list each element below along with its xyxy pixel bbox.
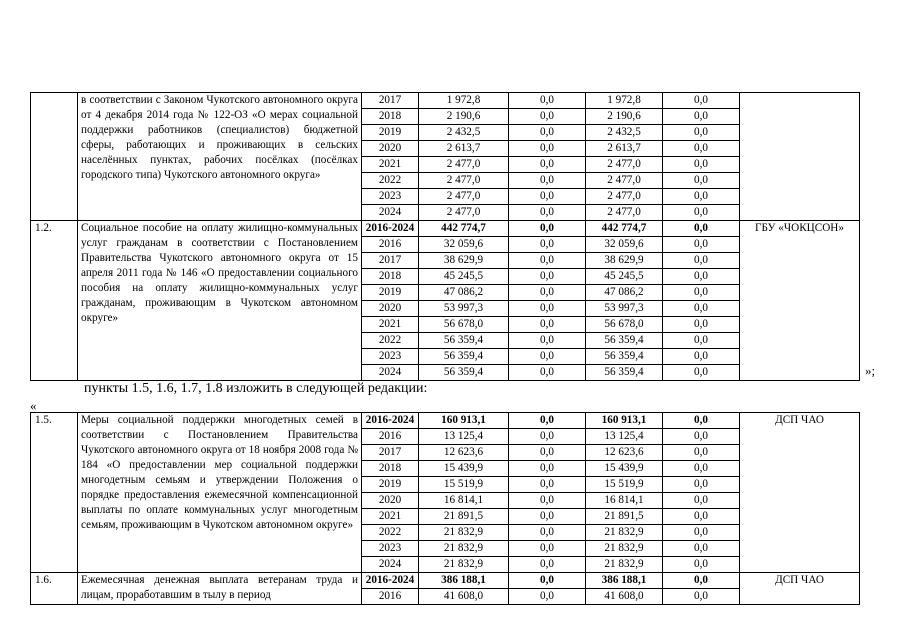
district-budget-cell: 21 832,9 [586, 525, 663, 541]
total-funding-cell: 160 913,1 [419, 413, 509, 429]
federal-budget-cell: 0,0 [509, 525, 586, 541]
year-cell: 2017 [362, 445, 419, 461]
federal-budget-cell: 0,0 [509, 157, 586, 173]
other-sources-cell: 0,0 [663, 349, 740, 365]
total-funding-cell: 2 477,0 [419, 189, 509, 205]
federal-budget-cell: 0,0 [509, 173, 586, 189]
district-budget-cell: 41 608,0 [586, 589, 663, 605]
other-sources-cell: 0,0 [663, 333, 740, 349]
total-funding-cell: 56 359,4 [419, 365, 509, 381]
total-funding-cell: 2 190,6 [419, 109, 509, 125]
district-budget-cell: 38 629,9 [586, 253, 663, 269]
district-budget-cell: 56 359,4 [586, 365, 663, 381]
total-funding-cell: 15 519,9 [419, 477, 509, 493]
year-cell: 2024 [362, 557, 419, 573]
other-sources-cell: 0,0 [663, 413, 740, 429]
other-sources-cell: 0,0 [663, 461, 740, 477]
year-cell: 2021 [362, 157, 419, 173]
year-cell: 2016-2024 [362, 413, 419, 429]
executor-cell: ГБУ «ЧОКЦСОН» [740, 221, 860, 381]
year-cell: 2017 [362, 93, 419, 109]
year-cell: 2017 [362, 253, 419, 269]
year-cell: 2016 [362, 429, 419, 445]
district-budget-cell: 56 359,4 [586, 349, 663, 365]
other-sources-cell: 0,0 [663, 525, 740, 541]
federal-budget-cell: 0,0 [509, 141, 586, 157]
other-sources-cell: 0,0 [663, 477, 740, 493]
table-row [31, 93, 860, 109]
executor-cell: ДСП ЧАО [740, 573, 860, 605]
other-sources-cell: 0,0 [663, 157, 740, 173]
total-funding-cell: 2 432,5 [419, 125, 509, 141]
district-budget-cell: 32 059,6 [586, 237, 663, 253]
federal-budget-cell: 0,0 [509, 237, 586, 253]
year-cell: 2023 [362, 541, 419, 557]
total-funding-cell: 12 623,6 [419, 445, 509, 461]
district-budget-cell: 442 774,7 [586, 221, 663, 237]
total-funding-cell: 21 891,5 [419, 509, 509, 525]
federal-budget-cell: 0,0 [509, 109, 586, 125]
year-cell: 2016 [362, 237, 419, 253]
federal-budget-cell: 0,0 [509, 429, 586, 445]
district-budget-cell: 56 678,0 [586, 317, 663, 333]
district-budget-cell: 2 432,5 [586, 125, 663, 141]
other-sources-cell: 0,0 [663, 173, 740, 189]
federal-budget-cell: 0,0 [509, 333, 586, 349]
executor-cell: ДСП ЧАО [740, 413, 860, 573]
year-cell: 2019 [362, 285, 419, 301]
other-sources-cell: 0,0 [663, 125, 740, 141]
item-number: 1.5. [31, 413, 78, 573]
federal-budget-cell: 0,0 [509, 221, 586, 237]
other-sources-cell: 0,0 [663, 205, 740, 221]
district-budget-cell: 13 125,4 [586, 429, 663, 445]
district-budget-cell: 2 613,7 [586, 141, 663, 157]
federal-budget-cell: 0,0 [509, 493, 586, 509]
total-funding-cell: 442 774,7 [419, 221, 509, 237]
opening-quote: « [30, 398, 37, 413]
federal-budget-cell: 0,0 [509, 365, 586, 381]
district-budget-cell: 21 832,9 [586, 541, 663, 557]
table-row [31, 413, 860, 429]
district-budget-cell: 160 913,1 [586, 413, 663, 429]
year-cell: 2019 [362, 125, 419, 141]
total-funding-cell: 53 997,3 [419, 301, 509, 317]
total-funding-cell: 1 972,8 [419, 93, 509, 109]
year-cell: 2023 [362, 189, 419, 205]
federal-budget-cell: 0,0 [509, 541, 586, 557]
district-budget-cell: 53 997,3 [586, 301, 663, 317]
district-budget-cell: 386 188,1 [586, 573, 663, 589]
item-description: в соответствии с Законом Чукотского автономного округа от 4 декабря 2014 года № 122-ОЗ «О мерах социальной поддержки работников (специалистов) бюджетной сферы, работающих и проживающих в сельских населённых пунктах, рабочих посёлках (посёлках городского типа) Чукотского автономного округа» [78, 93, 362, 221]
year-cell: 2023 [362, 349, 419, 365]
amendment-instruction: пункты 1.5, 1.6, 1.7, 1.8 изложить в следующей редакции: [84, 381, 428, 396]
federal-budget-cell: 0,0 [509, 301, 586, 317]
federal-budget-cell: 0,0 [509, 269, 586, 285]
year-cell: 2018 [362, 109, 419, 125]
federal-budget-cell: 0,0 [509, 205, 586, 221]
federal-budget-cell: 0,0 [509, 589, 586, 605]
federal-budget-cell: 0,0 [509, 509, 586, 525]
total-funding-cell: 56 359,4 [419, 333, 509, 349]
federal-budget-cell: 0,0 [509, 349, 586, 365]
federal-budget-cell: 0,0 [509, 445, 586, 461]
total-funding-cell: 2 477,0 [419, 205, 509, 221]
other-sources-cell: 0,0 [663, 557, 740, 573]
federal-budget-cell: 0,0 [509, 285, 586, 301]
district-budget-cell: 21 832,9 [586, 557, 663, 573]
federal-budget-cell: 0,0 [509, 557, 586, 573]
other-sources-cell: 0,0 [663, 301, 740, 317]
total-funding-cell: 2 477,0 [419, 157, 509, 173]
year-cell: 2024 [362, 205, 419, 221]
federal-budget-cell: 0,0 [509, 93, 586, 109]
total-funding-cell: 386 188,1 [419, 573, 509, 589]
total-funding-cell: 56 359,4 [419, 349, 509, 365]
district-budget-cell: 2 477,0 [586, 189, 663, 205]
other-sources-cell: 0,0 [663, 573, 740, 589]
year-cell: 2021 [362, 317, 419, 333]
other-sources-cell: 0,0 [663, 445, 740, 461]
other-sources-cell: 0,0 [663, 509, 740, 525]
district-budget-cell: 2 477,0 [586, 173, 663, 189]
program-table-part-1 [30, 92, 860, 381]
federal-budget-cell: 0,0 [509, 317, 586, 333]
total-funding-cell: 21 832,9 [419, 541, 509, 557]
district-budget-cell: 2 190,6 [586, 109, 663, 125]
district-budget-cell: 2 477,0 [586, 157, 663, 173]
total-funding-cell: 21 832,9 [419, 557, 509, 573]
year-cell: 2016-2024 [362, 221, 419, 237]
other-sources-cell: 0,0 [663, 429, 740, 445]
table-row [31, 221, 860, 237]
federal-budget-cell: 0,0 [509, 461, 586, 477]
district-budget-cell: 1 972,8 [586, 93, 663, 109]
district-budget-cell: 47 086,2 [586, 285, 663, 301]
district-budget-cell: 12 623,6 [586, 445, 663, 461]
year-cell: 2024 [362, 365, 419, 381]
item-number: 1.6. [31, 573, 78, 605]
district-budget-cell: 15 439,9 [586, 461, 663, 477]
year-cell: 2016-2024 [362, 573, 419, 589]
year-cell: 2018 [362, 269, 419, 285]
district-budget-cell: 21 891,5 [586, 509, 663, 525]
other-sources-cell: 0,0 [663, 317, 740, 333]
closing-quote: »; [865, 363, 876, 378]
other-sources-cell: 0,0 [663, 93, 740, 109]
total-funding-cell: 15 439,9 [419, 461, 509, 477]
year-cell: 2022 [362, 333, 419, 349]
other-sources-cell: 0,0 [663, 541, 740, 557]
other-sources-cell: 0,0 [663, 189, 740, 205]
federal-budget-cell: 0,0 [509, 253, 586, 269]
district-budget-cell: 56 359,4 [586, 333, 663, 349]
year-cell: 2020 [362, 141, 419, 157]
district-budget-cell: 2 477,0 [586, 205, 663, 221]
total-funding-cell: 2 477,0 [419, 173, 509, 189]
total-funding-cell: 56 678,0 [419, 317, 509, 333]
year-cell: 2021 [362, 509, 419, 525]
year-cell: 2022 [362, 525, 419, 541]
other-sources-cell: 0,0 [663, 365, 740, 381]
other-sources-cell: 0,0 [663, 493, 740, 509]
year-cell: 2022 [362, 173, 419, 189]
item-number: 1.2. [31, 221, 78, 381]
item-description: Социальное пособие на оплату жилищно-коммунальных услуг гражданам в соответствии с Постановлением Правительства Чукотского автономного округа от 15 апреля 2011 года № 146 «О предоставлении социального пособия на оплату жилищно-коммунальных услуг гражданам, проживающим в Чукотском автономном округе» [78, 221, 362, 381]
other-sources-cell: 0,0 [663, 269, 740, 285]
year-cell: 2020 [362, 301, 419, 317]
year-cell: 2018 [362, 461, 419, 477]
item-number [31, 93, 78, 221]
federal-budget-cell: 0,0 [509, 573, 586, 589]
total-funding-cell: 16 814,1 [419, 493, 509, 509]
executor-cell [740, 93, 860, 221]
other-sources-cell: 0,0 [663, 141, 740, 157]
federal-budget-cell: 0,0 [509, 189, 586, 205]
total-funding-cell: 41 608,0 [419, 589, 509, 605]
year-cell: 2019 [362, 477, 419, 493]
other-sources-cell: 0,0 [663, 285, 740, 301]
federal-budget-cell: 0,0 [509, 477, 586, 493]
total-funding-cell: 47 086,2 [419, 285, 509, 301]
district-budget-cell: 45 245,5 [586, 269, 663, 285]
other-sources-cell: 0,0 [663, 109, 740, 125]
other-sources-cell: 0,0 [663, 253, 740, 269]
total-funding-cell: 32 059,6 [419, 237, 509, 253]
program-table-part-2 [30, 412, 860, 605]
district-budget-cell: 15 519,9 [586, 477, 663, 493]
table-row [31, 573, 860, 589]
other-sources-cell: 0,0 [663, 221, 740, 237]
district-budget-cell: 16 814,1 [586, 493, 663, 509]
total-funding-cell: 21 832,9 [419, 525, 509, 541]
total-funding-cell: 38 629,9 [419, 253, 509, 269]
other-sources-cell: 0,0 [663, 589, 740, 605]
total-funding-cell: 45 245,5 [419, 269, 509, 285]
federal-budget-cell: 0,0 [509, 413, 586, 429]
total-funding-cell: 13 125,4 [419, 429, 509, 445]
year-cell: 2020 [362, 493, 419, 509]
total-funding-cell: 2 613,7 [419, 141, 509, 157]
item-description: Меры социальной поддержки многодетных семей в соответствии с Постановлением Правительства Чукотского автономного округа от 18 ноября 2008 года № 184 «О предоставлении мер социальной поддержки многодетным семьям и утверждении Положения о порядке предоставления ежемесячной компенсационной выплаты по оплате коммунальных услуг многодетным семьям, проживающим в Чукотском автономном округе» [78, 413, 362, 573]
year-cell: 2016 [362, 589, 419, 605]
federal-budget-cell: 0,0 [509, 125, 586, 141]
item-description: Ежемесячная денежная выплата ветеранам труда и лицам, проработавшим в тылу в период [78, 573, 362, 605]
other-sources-cell: 0,0 [663, 237, 740, 253]
